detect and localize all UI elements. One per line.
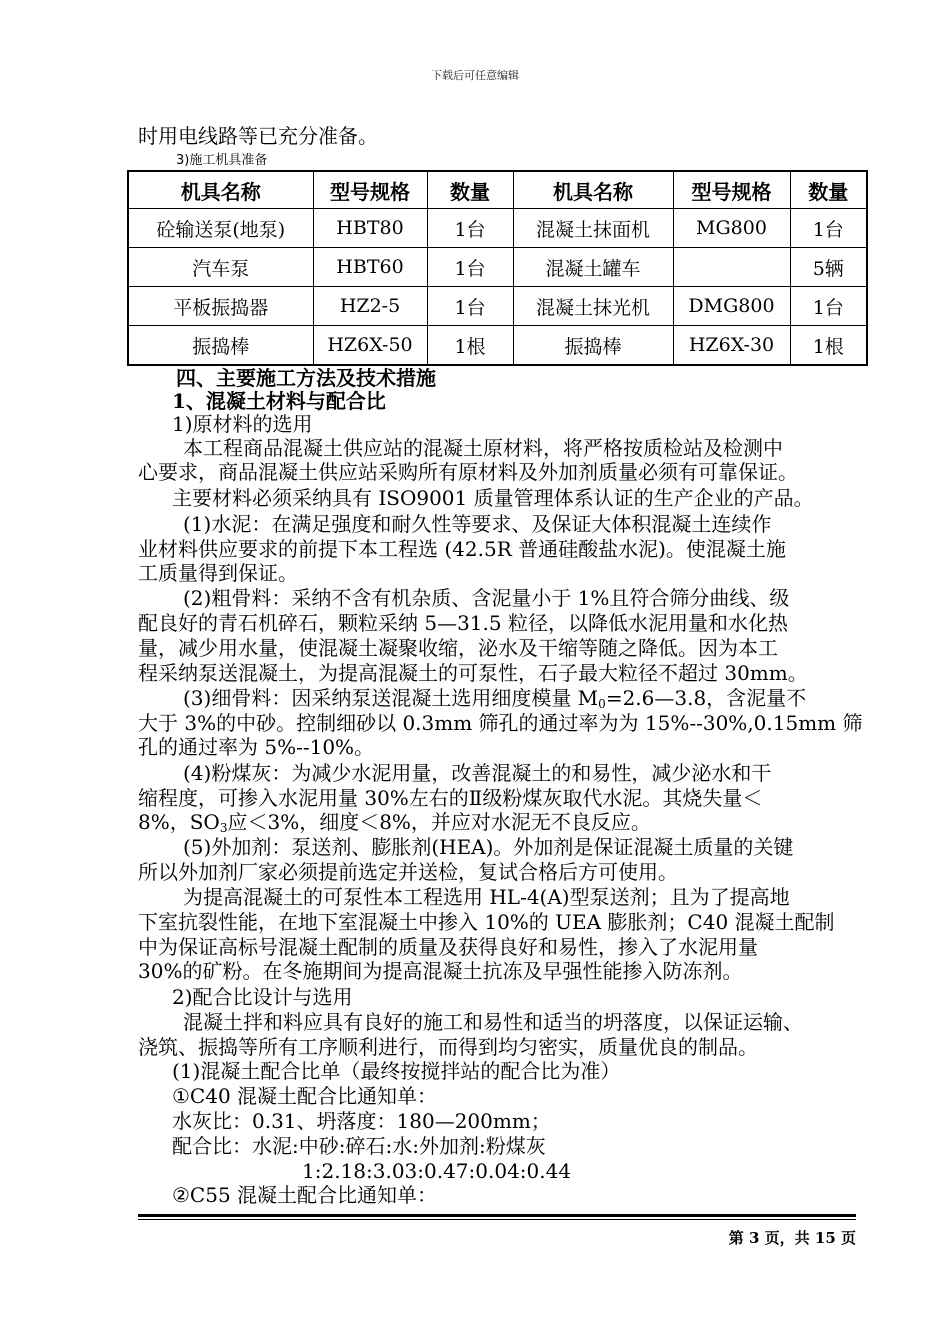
- table-row: [128, 287, 867, 326]
- body-line: 为提高混凝土的可泵性本工程选用 HL-4(A)型泵送剂；且为了提高地: [183, 885, 790, 909]
- body-line: 本工程商品混凝土供应站的混凝土原材料，将严格按质检站及检测中: [183, 436, 783, 460]
- table-cell: 振捣棒: [128, 326, 313, 366]
- table-cell: HZ6X-30: [673, 326, 790, 366]
- body-line: ①C40 混凝土配合比通知单：: [172, 1084, 438, 1108]
- body-text: (3)细骨料：因采纳泵送混凝土选用细度模量 M: [183, 686, 599, 710]
- body-line: 缩程度，可掺入水泥用量 30%左右的Ⅱ级粉煤灰取代水泥。其烧失量＜: [138, 786, 763, 810]
- page-number: 第 3 页，共 15 页: [728, 1229, 856, 1247]
- table-cell: 1根: [427, 326, 513, 366]
- table-header-cell: 数量: [790, 171, 867, 209]
- body-line: 水灰比：0.31、坍落度：180—200mm；: [172, 1109, 551, 1133]
- table-header-row: [128, 171, 867, 209]
- body-line: 混凝土拌和料应具有良好的施工和易性和适当的坍落度，以保证运输、: [183, 1010, 803, 1034]
- table-cell: 振捣棒: [513, 326, 673, 366]
- table-cell: 混凝土抹光机: [513, 287, 673, 326]
- body-line: ②C55 混凝土配合比通知单：: [172, 1183, 438, 1207]
- body-line: 业材料供应要求的前提下本工程选 (42.5R 普通硅酸盐水泥)。使混凝土施: [138, 537, 786, 561]
- table-header-cell: 数量: [427, 171, 513, 209]
- table-cell: HZ6X-50: [313, 326, 427, 366]
- body-line: 浇筑、振捣等所有工序顺利进行，而得到均匀密实，质量优良的制品。: [138, 1035, 758, 1059]
- body-line: 心要求，商品混凝土供应站采购所有原材料及外加剂质量必须有可靠保证。: [138, 460, 798, 484]
- body-text: 8%，SO: [138, 810, 220, 834]
- table-cell: 砼输送泵(地泵): [128, 209, 313, 248]
- body-line: (5)外加剂：泵送剂、膨胀剂(HEA)。外加剂是保证混凝土质量的关键: [183, 835, 794, 859]
- body-text: 应＜3%，细度＜8%，并应对水泥无不良反应。: [227, 810, 651, 834]
- body-line: 所以外加剂厂家必须提前选定并送检，复试合格后方可使用。: [138, 860, 678, 884]
- table-cell: 1台: [790, 287, 867, 326]
- table-cell: 1台: [790, 209, 867, 248]
- table-row: [128, 248, 867, 287]
- table-cell: 1台: [427, 248, 513, 287]
- subsection-heading: 1)原材料的选用: [172, 412, 313, 436]
- body-line: 中为保证高标号混凝土配制的质量及获得良好和易性，掺入了水泥用量: [138, 935, 758, 959]
- table-cell: 1台: [427, 209, 513, 248]
- body-line: 30%的矿粉。在冬施期间为提高混凝土抗冻及早强性能掺入防冻剂。: [138, 959, 743, 983]
- body-line: 孔的通过率为 5%--10%。: [138, 735, 375, 759]
- table-cell: [673, 248, 790, 287]
- subsection-title: 1、混凝土材料与配合比: [172, 389, 386, 413]
- table-cell: MG800: [673, 209, 790, 248]
- table-cell: HBT80: [313, 209, 427, 248]
- section-title: 四、主要施工方法及技术措施: [176, 366, 436, 390]
- footer-rule: [138, 1214, 856, 1217]
- table-cell: HZ2-5: [313, 287, 427, 326]
- subscript: 3: [219, 821, 228, 835]
- body-line: 程采纳泵送混凝土，为提高混凝土的可泵性，石子最大粒径不超过 30mm。: [138, 661, 808, 685]
- table-row: [128, 326, 867, 366]
- body-line: (1)混凝土配合比单（最终按搅拌站的配合比为准）: [172, 1059, 621, 1083]
- body-line: 主要材料必须采纳具有 ISO9001 质量管理体系认证的生产企业的产品。: [172, 486, 814, 510]
- table-cell: HBT60: [313, 248, 427, 287]
- subsection-heading: 2)配合比设计与选用: [172, 985, 353, 1009]
- footer-rule: [138, 1219, 856, 1220]
- table-cell: 1台: [427, 287, 513, 326]
- intro-line: 时用电线路等已充分准备。: [138, 124, 378, 148]
- table-cell: 平板振捣器: [128, 287, 313, 326]
- table-row: [128, 209, 867, 248]
- table-cell: 5辆: [790, 248, 867, 287]
- body-line: 配良好的青石机碎石，颗粒采纳 5—31.5 粒径，以降低水泥用量和水化热: [138, 611, 788, 635]
- body-line: (1)水泥：在满足强度和耐久性等要求、及保证大体积混凝土连续作: [183, 512, 772, 536]
- subscript: 0: [598, 697, 606, 711]
- equipment-title: 3)施工机具准备: [176, 153, 268, 168]
- table-cell: DMG800: [673, 287, 790, 326]
- equipment-table: [127, 170, 868, 366]
- body-text: =2.6—3.8，含泥量不: [605, 686, 807, 710]
- table-cell: 混凝土罐车: [513, 248, 673, 287]
- body-line: 量，减少用水量，使混凝土凝聚收缩，泌水及干缩等随之降低。因为本工: [138, 636, 778, 660]
- table-cell: 混凝土抹面机: [513, 209, 673, 248]
- table-header-cell: 型号规格: [673, 171, 790, 209]
- body-line: 大于 3%的中砂。控制细砂以 0.3mm 筛孔的通过率为为 15%--30%,0.15mm 筛: [138, 711, 863, 735]
- body-line: 下室抗裂性能，在地下室混凝土中掺入 10%的 UEA 膨胀剂；C40 混凝土配制: [138, 910, 835, 934]
- table-cell: 1根: [790, 326, 867, 366]
- page-header-note: 下载后可任意编辑: [431, 69, 519, 82]
- body-line: 1:2.18:3.03:0.47:0.04:0.44: [302, 1159, 572, 1183]
- table-header-cell: 机具名称: [513, 171, 673, 209]
- body-line: (2)粗骨料：采纳不含有机杂质、含泥量小于 1%且符合筛分曲线、级: [183, 586, 790, 610]
- body-line: 配合比：水泥:中砂:碎石:水:外加剂:粉煤灰: [172, 1134, 546, 1158]
- table-cell: 汽车泵: [128, 248, 313, 287]
- body-line: (4)粉煤灰：为减少水泥用量，改善混凝土的和易性，减少泌水和干: [183, 761, 772, 785]
- table-header-cell: 机具名称: [128, 171, 313, 209]
- table-header-cell: 型号规格: [313, 171, 427, 209]
- body-line: 工质量得到保证。: [138, 561, 298, 585]
